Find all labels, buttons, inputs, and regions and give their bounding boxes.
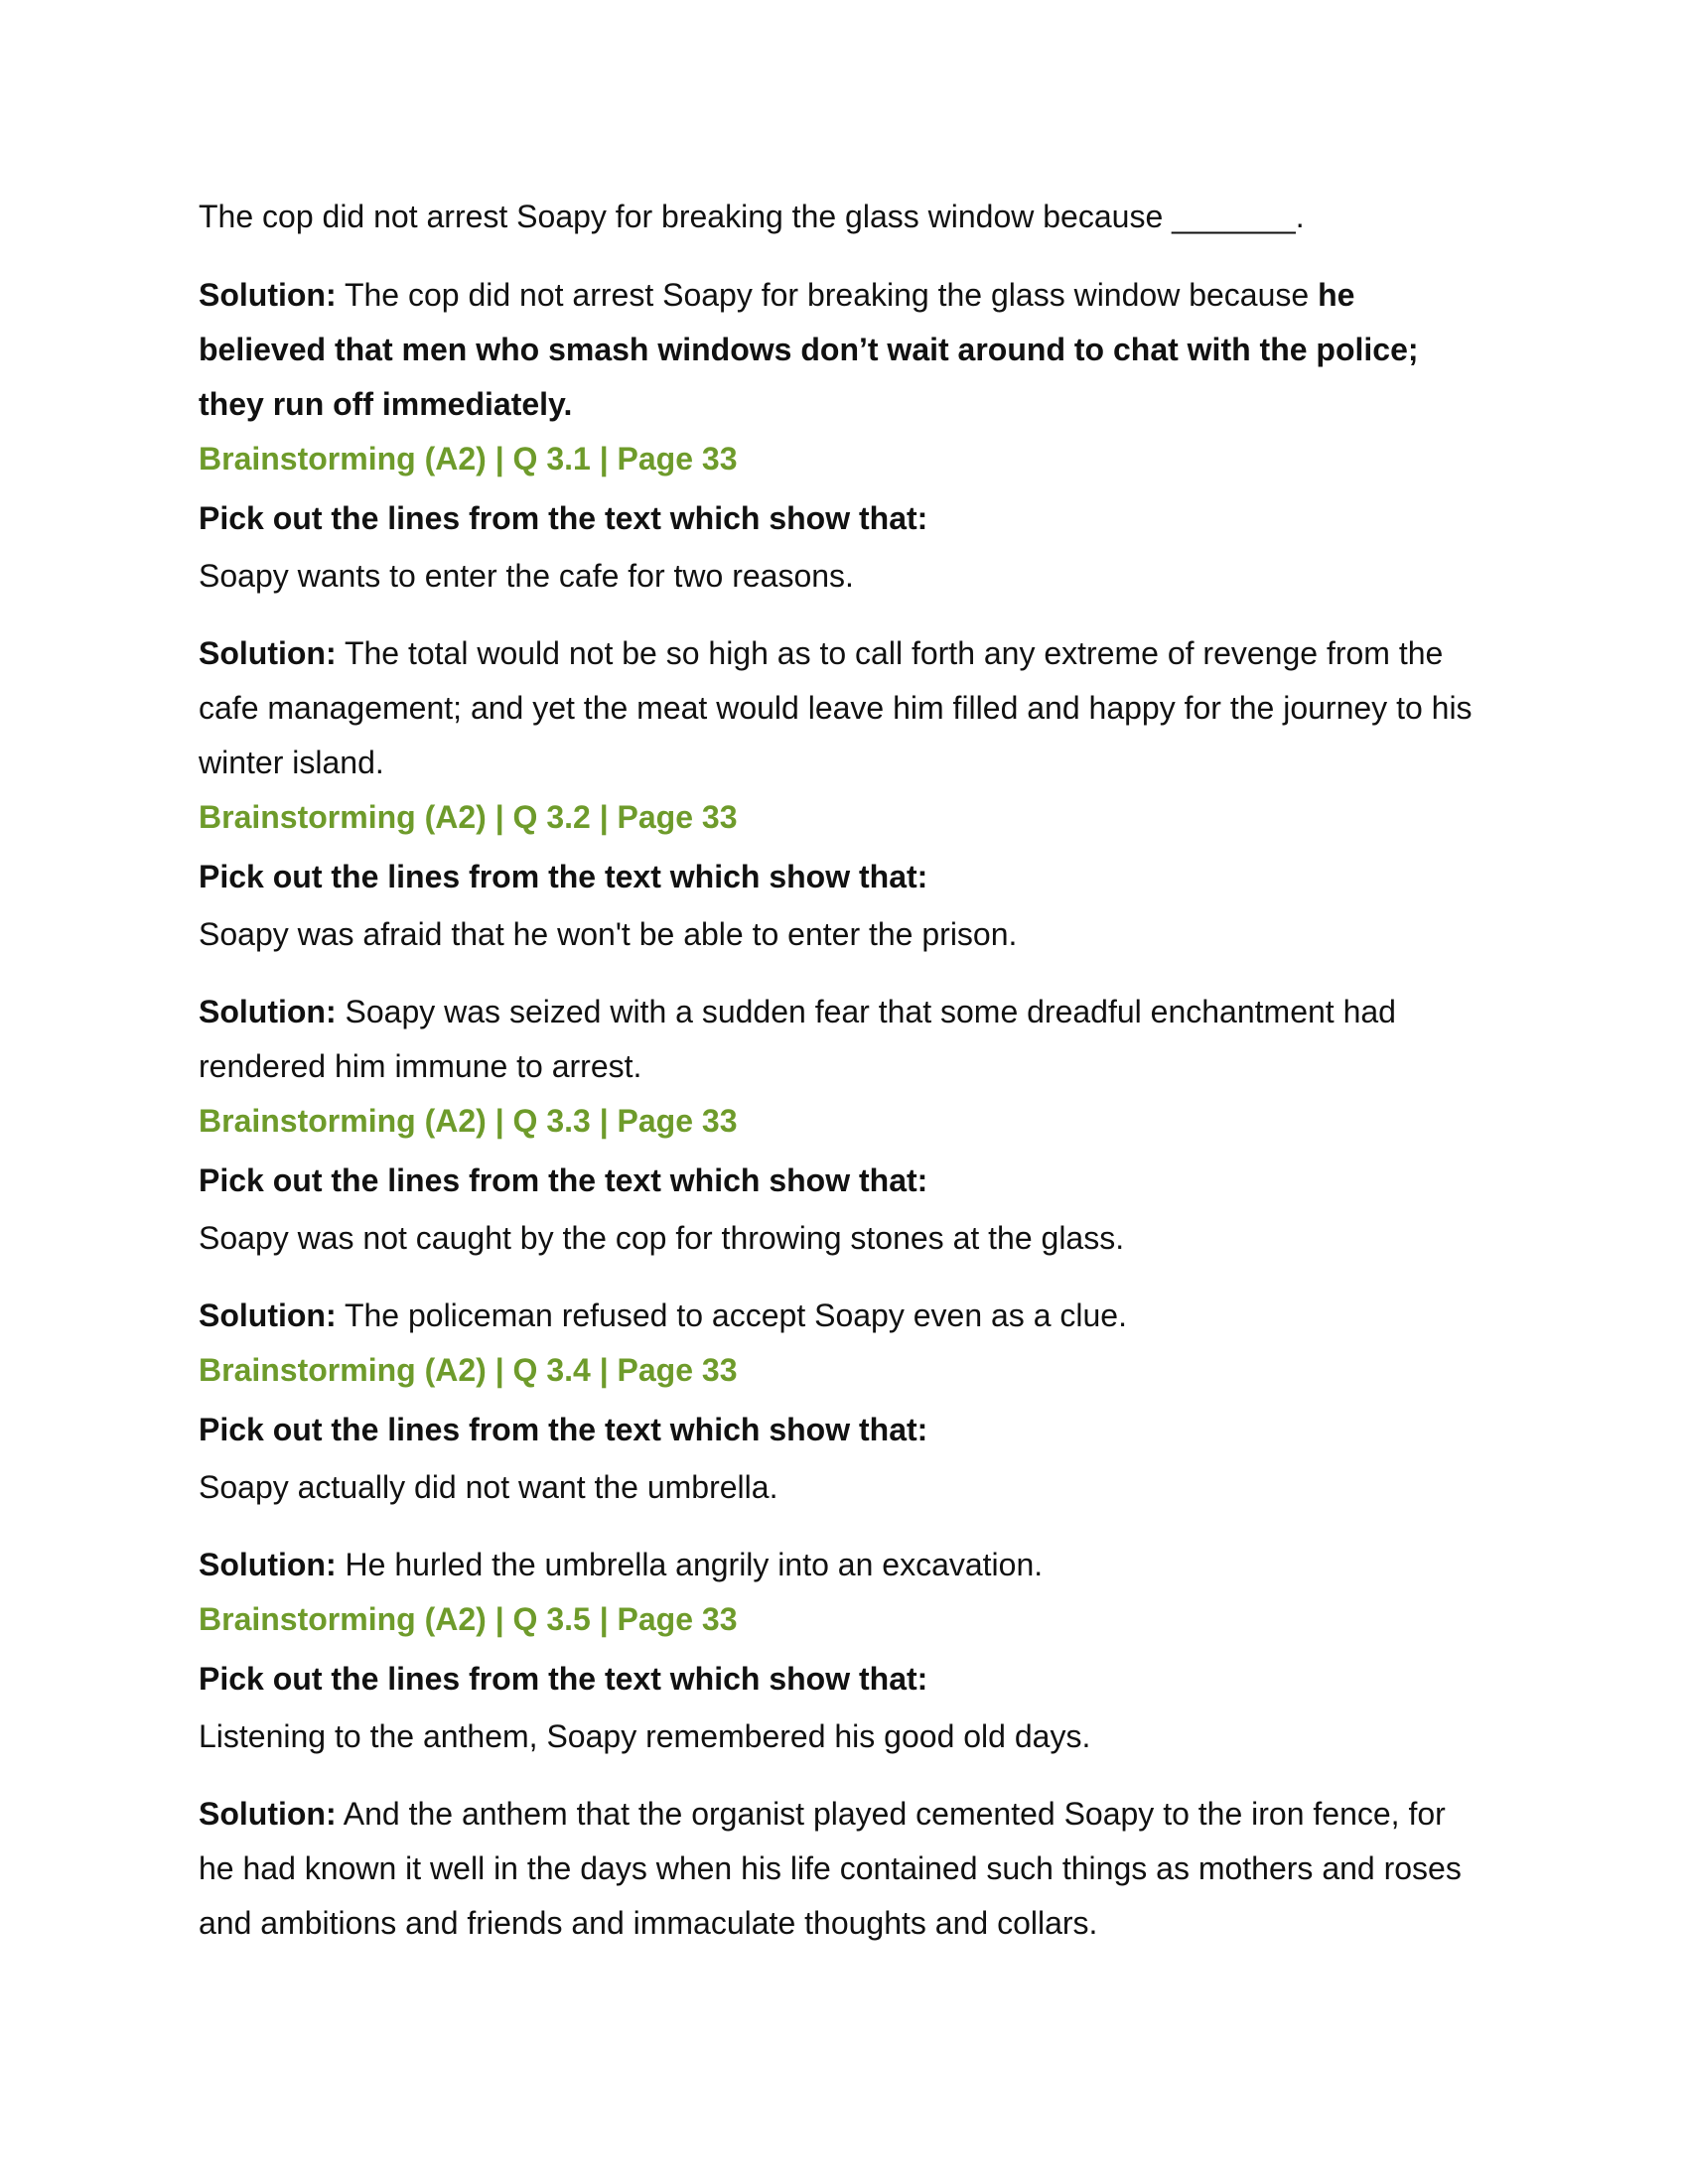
intro-solution bbox=[199, 268, 1489, 432]
solution-text: And the anthem that the organist played cemented Soapy to the iron fence, for he had known it well in the days when his life contained such things as mothers and roses and ambitions and friends and immaculate thoughts and collars. bbox=[199, 1796, 1462, 1941]
question-solution bbox=[199, 1538, 1489, 1592]
solution-text: He hurled the umbrella angrily into an excavation. bbox=[345, 1547, 1044, 1582]
solution-label: Solution: bbox=[199, 994, 337, 1029]
solution-text: The total would not be so high as to call forth any extreme of revenge from the cafe management; and yet the meat would leave him filled and happy for the journey to his winter island. bbox=[199, 635, 1473, 780]
solution-label: Solution: bbox=[199, 1547, 337, 1582]
question-solution bbox=[199, 1787, 1489, 1951]
question-prompt: Pick out the lines from the text which show that: bbox=[199, 1412, 928, 1447]
question-text: Listening to the anthem, Soapy remembered his good old days. bbox=[199, 1718, 1091, 1754]
question-block-3-2 bbox=[199, 796, 1489, 1094]
question-heading: Brainstorming (A2) | Q 3.2 | Page 33 bbox=[199, 799, 738, 835]
question-solution bbox=[199, 626, 1489, 790]
question-block-3-5 bbox=[199, 1598, 1489, 1951]
question-heading: Brainstorming (A2) | Q 3.5 | Page 33 bbox=[199, 1601, 738, 1637]
question-text: Soapy was afraid that he won't be able to enter the prison. bbox=[199, 916, 1018, 952]
question-heading: Brainstorming (A2) | Q 3.3 | Page 33 bbox=[199, 1103, 738, 1139]
question-text: Soapy was not caught by the cop for throwing stones at the glass. bbox=[199, 1220, 1125, 1256]
solution-text: The cop did not arrest Soapy for breaking the glass window because bbox=[344, 277, 1310, 313]
solution-text: The policeman refused to accept Soapy even as a clue. bbox=[344, 1297, 1127, 1333]
solution-label: Solution: bbox=[199, 277, 337, 313]
question-text: Soapy actually did not want the umbrella. bbox=[199, 1469, 778, 1505]
question-text: Soapy wants to enter the cafe for two reasons. bbox=[199, 558, 854, 594]
question-prompt: Pick out the lines from the text which show that: bbox=[199, 500, 928, 536]
question-heading: Brainstorming (A2) | Q 3.4 | Page 33 bbox=[199, 1352, 738, 1388]
solution-text: Soapy was seized with a sudden fear that some dreadful enchantment had rendered him immune to arrest. bbox=[199, 994, 1396, 1084]
document-page bbox=[199, 195, 1489, 1951]
intro-question: The cop did not arrest Soapy for breaking the glass window because _______. bbox=[199, 199, 1305, 234]
question-heading: Brainstorming (A2) | Q 3.1 | Page 33 bbox=[199, 441, 738, 477]
solution-label: Solution: bbox=[199, 1297, 337, 1333]
solution-label: Solution: bbox=[199, 635, 337, 671]
question-block-3-4 bbox=[199, 1349, 1489, 1592]
question-block-3-3 bbox=[199, 1100, 1489, 1343]
solution-label: Solution: bbox=[199, 1796, 337, 1832]
question-block-3-1 bbox=[199, 438, 1489, 790]
solution-bold-text: he believed that men who smash windows don’t wait around to chat with the police; they run off immediately. bbox=[199, 277, 1419, 422]
question-solution bbox=[199, 985, 1489, 1094]
question-solution bbox=[199, 1289, 1489, 1343]
question-prompt: Pick out the lines from the text which show that: bbox=[199, 1661, 928, 1697]
question-prompt: Pick out the lines from the text which show that: bbox=[199, 859, 928, 894]
question-prompt: Pick out the lines from the text which show that: bbox=[199, 1162, 928, 1198]
